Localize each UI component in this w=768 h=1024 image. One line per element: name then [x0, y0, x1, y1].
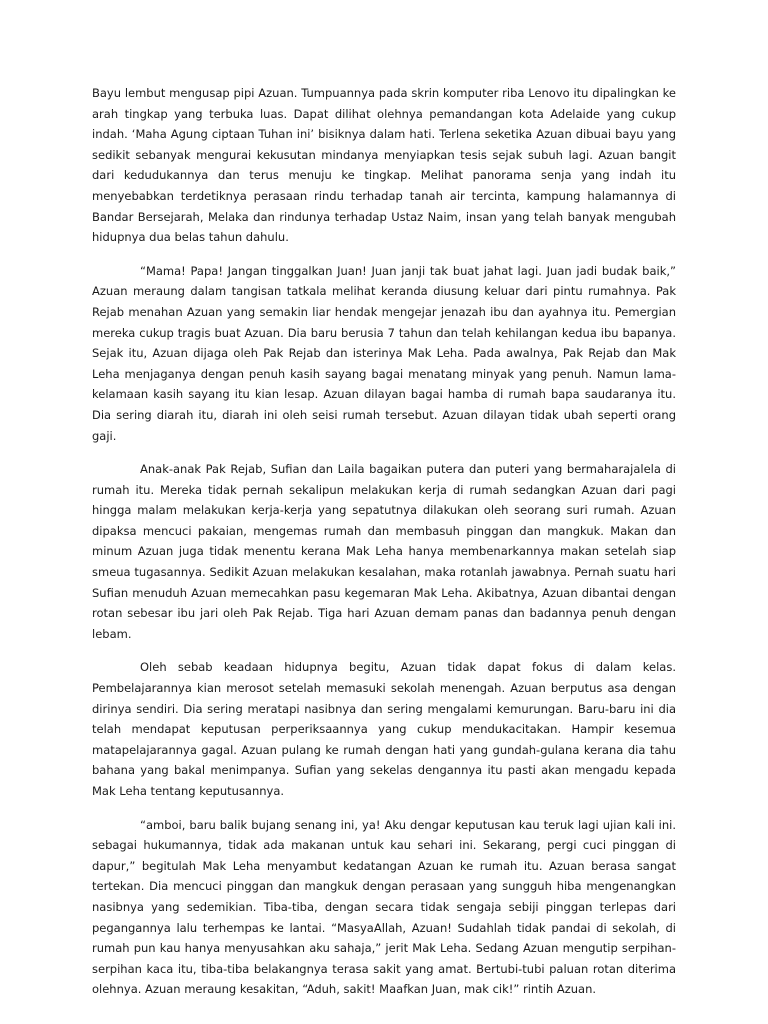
paragraph-3: Anak-anak Pak Rejab, Sufian dan Laila bagaikan putera dan puteri yang bermaharajalela di rumah itu. Mereka tidak pernah sekalipun melakukan kerja di rumah sedangkan Azuan dari pagi hingga malam melakukan kerja-kerja yang sepatutnya dilakukan oleh seorang suri rumah. Azuan dipaksa mencuci pakaian, mengemas rumah dan membasuh pinggan dan mangkuk. Makan dan minum Azuan juga tidak menentu kerana Mak Leha hanya membenarkannya makan setelah siap smeua tugasannya. Sedikit Azuan melakukan kesalahan, maka rotanlah jawabnya. Pernah suatu hari Sufian menuduh Azuan memecahkan pasu kegemaran Mak Leha. Akibatnya, Azuan dibantai dengan rotan sebesar ibu jari oleh Pak Rejab. Tiga hari Azuan demam panas dan badannya penuh dengan lebam. [92, 462, 676, 641]
paragraph-2: “Mama! Papa! Jangan tinggalkan Juan! Juan janji tak buat jahat lagi. Juan jadi budak baik,” Azuan meraung dalam tangisan tatkala melihat keranda diusung keluar dari pintu rumahnya. Pak Rejab menahan Azuan yang semakin liar hendak mengejar jenazah ibu dan ayahnya itu. Pemergian mereka cukup tragis buat Azuan. Dia baru berusia 7 tahun dan telah kehilangan kedua ibu bapanya. Sejak itu, Azuan dijaga oleh Pak Rejab dan isterinya Mak Leha. Pada awalnya, Pak Rejab dan Mak Leha menjaganya dengan penuh kasih sayang bagai menatang minyak yang penuh. Namun lama-kelamaan kasih sayang itu kian lesap. Azuan dilayan bagai hamba di rumah bapa saudaranya itu. Dia sering diarah itu, diarah ini oleh seisi rumah tersebut. Azuan dilayan tidak ubah seperti orang gaji. [92, 263, 676, 443]
paragraph-5: “amboi, baru balik bujang senang ini, ya! Aku dengar keputusan kau teruk lagi ujian kali ini. sebagai hukumannya, tidak ada makanan untuk kau sehari ini. Sekarang, pergi cuci pinggan di dapur,” begitulah Mak Leha menyambut kedatangan Azuan ke rumah itu. Azuan berasa sangat tertekan. Dia mencuci pinggan dan mangkuk dengan perasaan yang sungguh hiba mengenangkan nasibnya yang sedemikian. Tiba-tiba, dengan secara tidak sengaja sebiji pinggan terlepas dari pegangannya lalu terhempas ke lantai. “MasyaAllah, Azuan! Sudahlah tidak pandai di sekolah, di rumah pun kau hanya menyusahkan aku sahaja,” jerit Mak Leha. Sedang Azuan mengutip serpihan-serpihan kaca itu, tiba-tiba belakangnya terasa sakit yang amat. Bertubi-tubi paluan rotan diterima olehnya. Azuan meraung kesakitan, “Aduh, sakit! Maafkan Juan, mak cik!” rintih Azuan. [92, 817, 676, 997]
paragraph-4: Oleh sebab keadaan hidupnya begitu, Azuan tidak dapat fokus di dalam kelas. Pembelajarannya kian merosot setelah memasuki sekolah menengah. Azuan berputus asa dengan dirinya sendiri. Dia sering meratapi nasibnya dan sering mengalami kemurungan. Baru-baru ini dia telah mendapat keputusan perperiksaannya yang cukup mendukacitakan. Hampir kesemua matapelajarannya gagal. Azuan pulang ke rumah dengan hati yang gundah-gulana kerana dia tahu bahana yang bakal menimpanya. Sufian yang sekelas dengannya itu pasti akan mengadu kepada Mak Leha tentang keputusannya. [92, 660, 676, 798]
paragraph-1: Bayu lembut mengusap pipi Azuan. Tumpuannya pada skrin komputer riba Lenovo itu dipalingkan ke arah tingkap yang terbuka luas. Dapat dilihat olehnya pemandangan kota Adelaide yang cukup indah. ‘Maha Agung ciptaan Tuhan ini’ bisiknya dalam hati. Terlena seketika Azuan dibuai bayu yang sedikit sebanyak mengurai kekusutan mindanya menyiapkan tesis sejak subuh lagi. Azuan bangit dari kedudukannya dan terus menuju ke tingkap. Melihat panorama senja yang indah itu menyebabkan terdetiknya perasaan rindu terhadap tanah air tercinta, kampung halamannya di Bandar Bersejarah, Melaka dan rindunya terhadap Ustaz Naim, insan yang telah banyak mengubah hidupnya dua belas tahun dahulu. [92, 86, 676, 245]
